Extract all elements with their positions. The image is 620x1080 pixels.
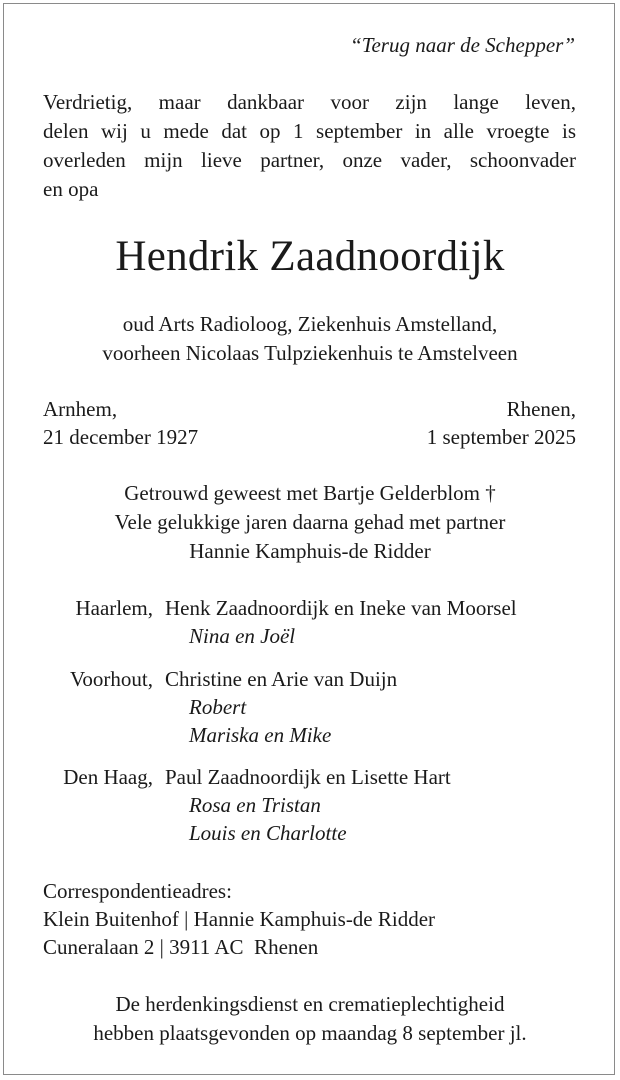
marriage-line: Vele gelukkige jaren daarna gehad met partner <box>114 510 506 534</box>
profession-line: oud Arts Radioloog, Ziekenhuis Amstelland, <box>122 312 498 336</box>
birth-date: 21 december 1927 <box>43 425 199 449</box>
correspondence-label: Correspondentieadres: <box>43 879 232 903</box>
intro-line: en opa <box>43 177 99 201</box>
correspondence-line: Klein Buitenhof | Hannie Kamphuis-de Ridder <box>43 907 436 931</box>
profession-line: voorheen Nicolaas Tulpziekenhuis te Amstelveen <box>102 341 518 365</box>
grandchildren: Rosa en Tristan <box>189 793 321 817</box>
grandchildren: Nina en Joël <box>189 624 296 648</box>
grandchildren: Robert <box>189 695 247 719</box>
grandchildren: Mariska en Mike <box>189 723 332 747</box>
marriage-line: Hannie Kamphuis-de Ridder <box>189 539 431 563</box>
intro-line: delen wij u mede dat op 1 september in alle vroegte is <box>43 119 576 143</box>
marriage-line: Getrouwd geweest met Bartje Gelderblom † <box>124 481 496 505</box>
family-place: Den Haag, <box>63 765 153 789</box>
correspondence-line: Cuneralaan 2 | 3911 AC Rhenen <box>43 935 319 959</box>
closing-line: De herdenkingsdienst en crematieplechtigheid <box>115 992 505 1016</box>
intro-line: overleden mijn lieve partner, onze vader, schoonvader <box>43 148 576 172</box>
death-place: Rhenen, <box>506 397 576 421</box>
family-names: Christine en Arie van Duijn <box>165 667 398 691</box>
birth-place: Arnhem, <box>43 397 118 421</box>
deceased-name: Hendrik Zaadnoordijk <box>115 233 505 280</box>
motto: “Terug naar de Schepper” <box>350 33 575 57</box>
intro-text <box>43 88 576 204</box>
family-names: Henk Zaadnoordijk en Ineke van Moorsel <box>165 596 517 620</box>
family-place: Voorhout, <box>69 667 153 691</box>
family-place: Haarlem, <box>75 596 153 620</box>
intro-line: Verdrietig, maar dankbaar voor zijn lange leven, <box>43 90 576 114</box>
death-date: 1 september 2025 <box>426 425 576 449</box>
closing-line: hebben plaatsgevonden op maandag 8 september jl. <box>93 1021 527 1045</box>
family-names: Paul Zaadnoordijk en Lisette Hart <box>165 765 451 789</box>
grandchildren: Louis en Charlotte <box>189 821 347 845</box>
